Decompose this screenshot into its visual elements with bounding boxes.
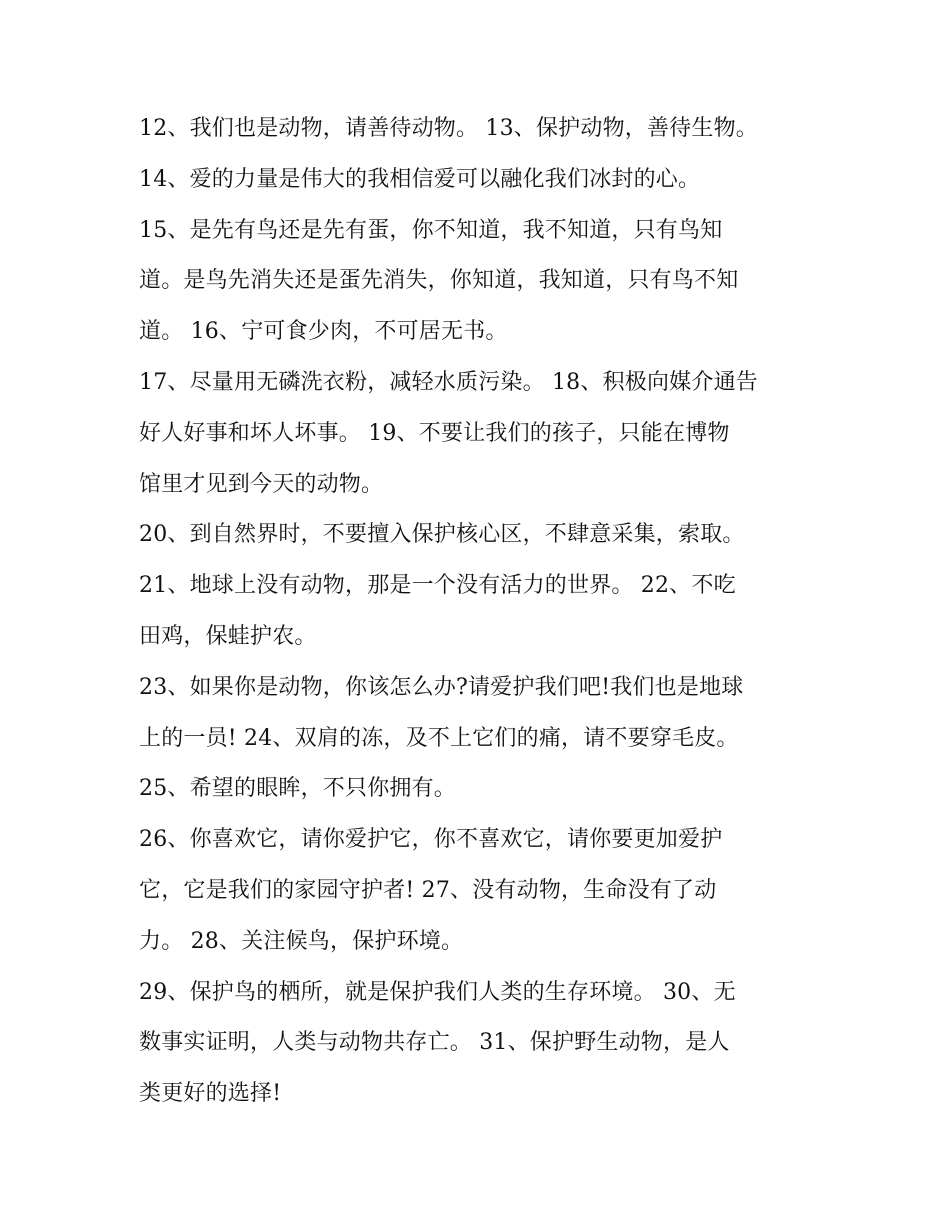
text-line: 20、到自然界时，不要擅入保护核心区，不肆意采集，索取。	[139, 522, 745, 548]
text-line: 力。 28、关注候鸟，保护环境。	[139, 928, 464, 954]
text-line: 21、地球上没有动物，那是一个没有活力的世界。 22、不吃	[139, 573, 736, 599]
text-line: 17、尽量用无磷洗衣粉，减轻水质污染。 18、积极向媒介通告	[139, 369, 758, 395]
text-line: 14、爱的力量是伟大的我相信爱可以融化我们冰封的心。	[139, 166, 701, 192]
document-body	[139, 104, 839, 1120]
text-line: 道。 16、宁可食少肉，不可居无书。	[139, 319, 508, 345]
text-line: 它，它是我们的家园守护者! 27、没有动物，生命没有了动	[139, 877, 717, 903]
text-line: 29、保护鸟的栖所，就是保护我们人类的生存环境。 30、无	[139, 979, 736, 1005]
text-line: 26、你喜欢它，请你爱护它，你不喜欢它，请你要更加爱护	[139, 827, 723, 853]
text-line: 好人好事和坏人坏事。 19、不要让我们的孩子，只能在博物	[139, 420, 730, 446]
text-line: 12、我们也是动物，请善待动物。 13、保护动物，善待生物。	[139, 116, 758, 141]
text-line: 道。是鸟先消失还是蛋先消失，你知道，我知道，只有鸟不知	[139, 268, 739, 294]
text-line: 25、希望的眼眸，不只你拥有。	[139, 776, 456, 802]
text-line: 馆里才见到今天的动物。	[139, 471, 384, 497]
text-line: 田鸡，保蛙护农。	[139, 623, 317, 649]
text-line: 15、是先有鸟还是先有蛋，你不知道，我不知道，只有鸟知	[139, 217, 723, 243]
text-line: 类更好的选择!	[139, 1081, 282, 1107]
text-line: 上的一员! 24、双肩的冻，及不上它们的痛，请不要穿毛皮。	[139, 725, 739, 751]
text-line: 数事实证明，人类与动物共存亡。 31、保护野生动物，是人	[139, 1030, 730, 1056]
text-line: 23、如果你是动物，你该怎么办?请爱护我们吧!我们也是地球	[139, 674, 744, 700]
